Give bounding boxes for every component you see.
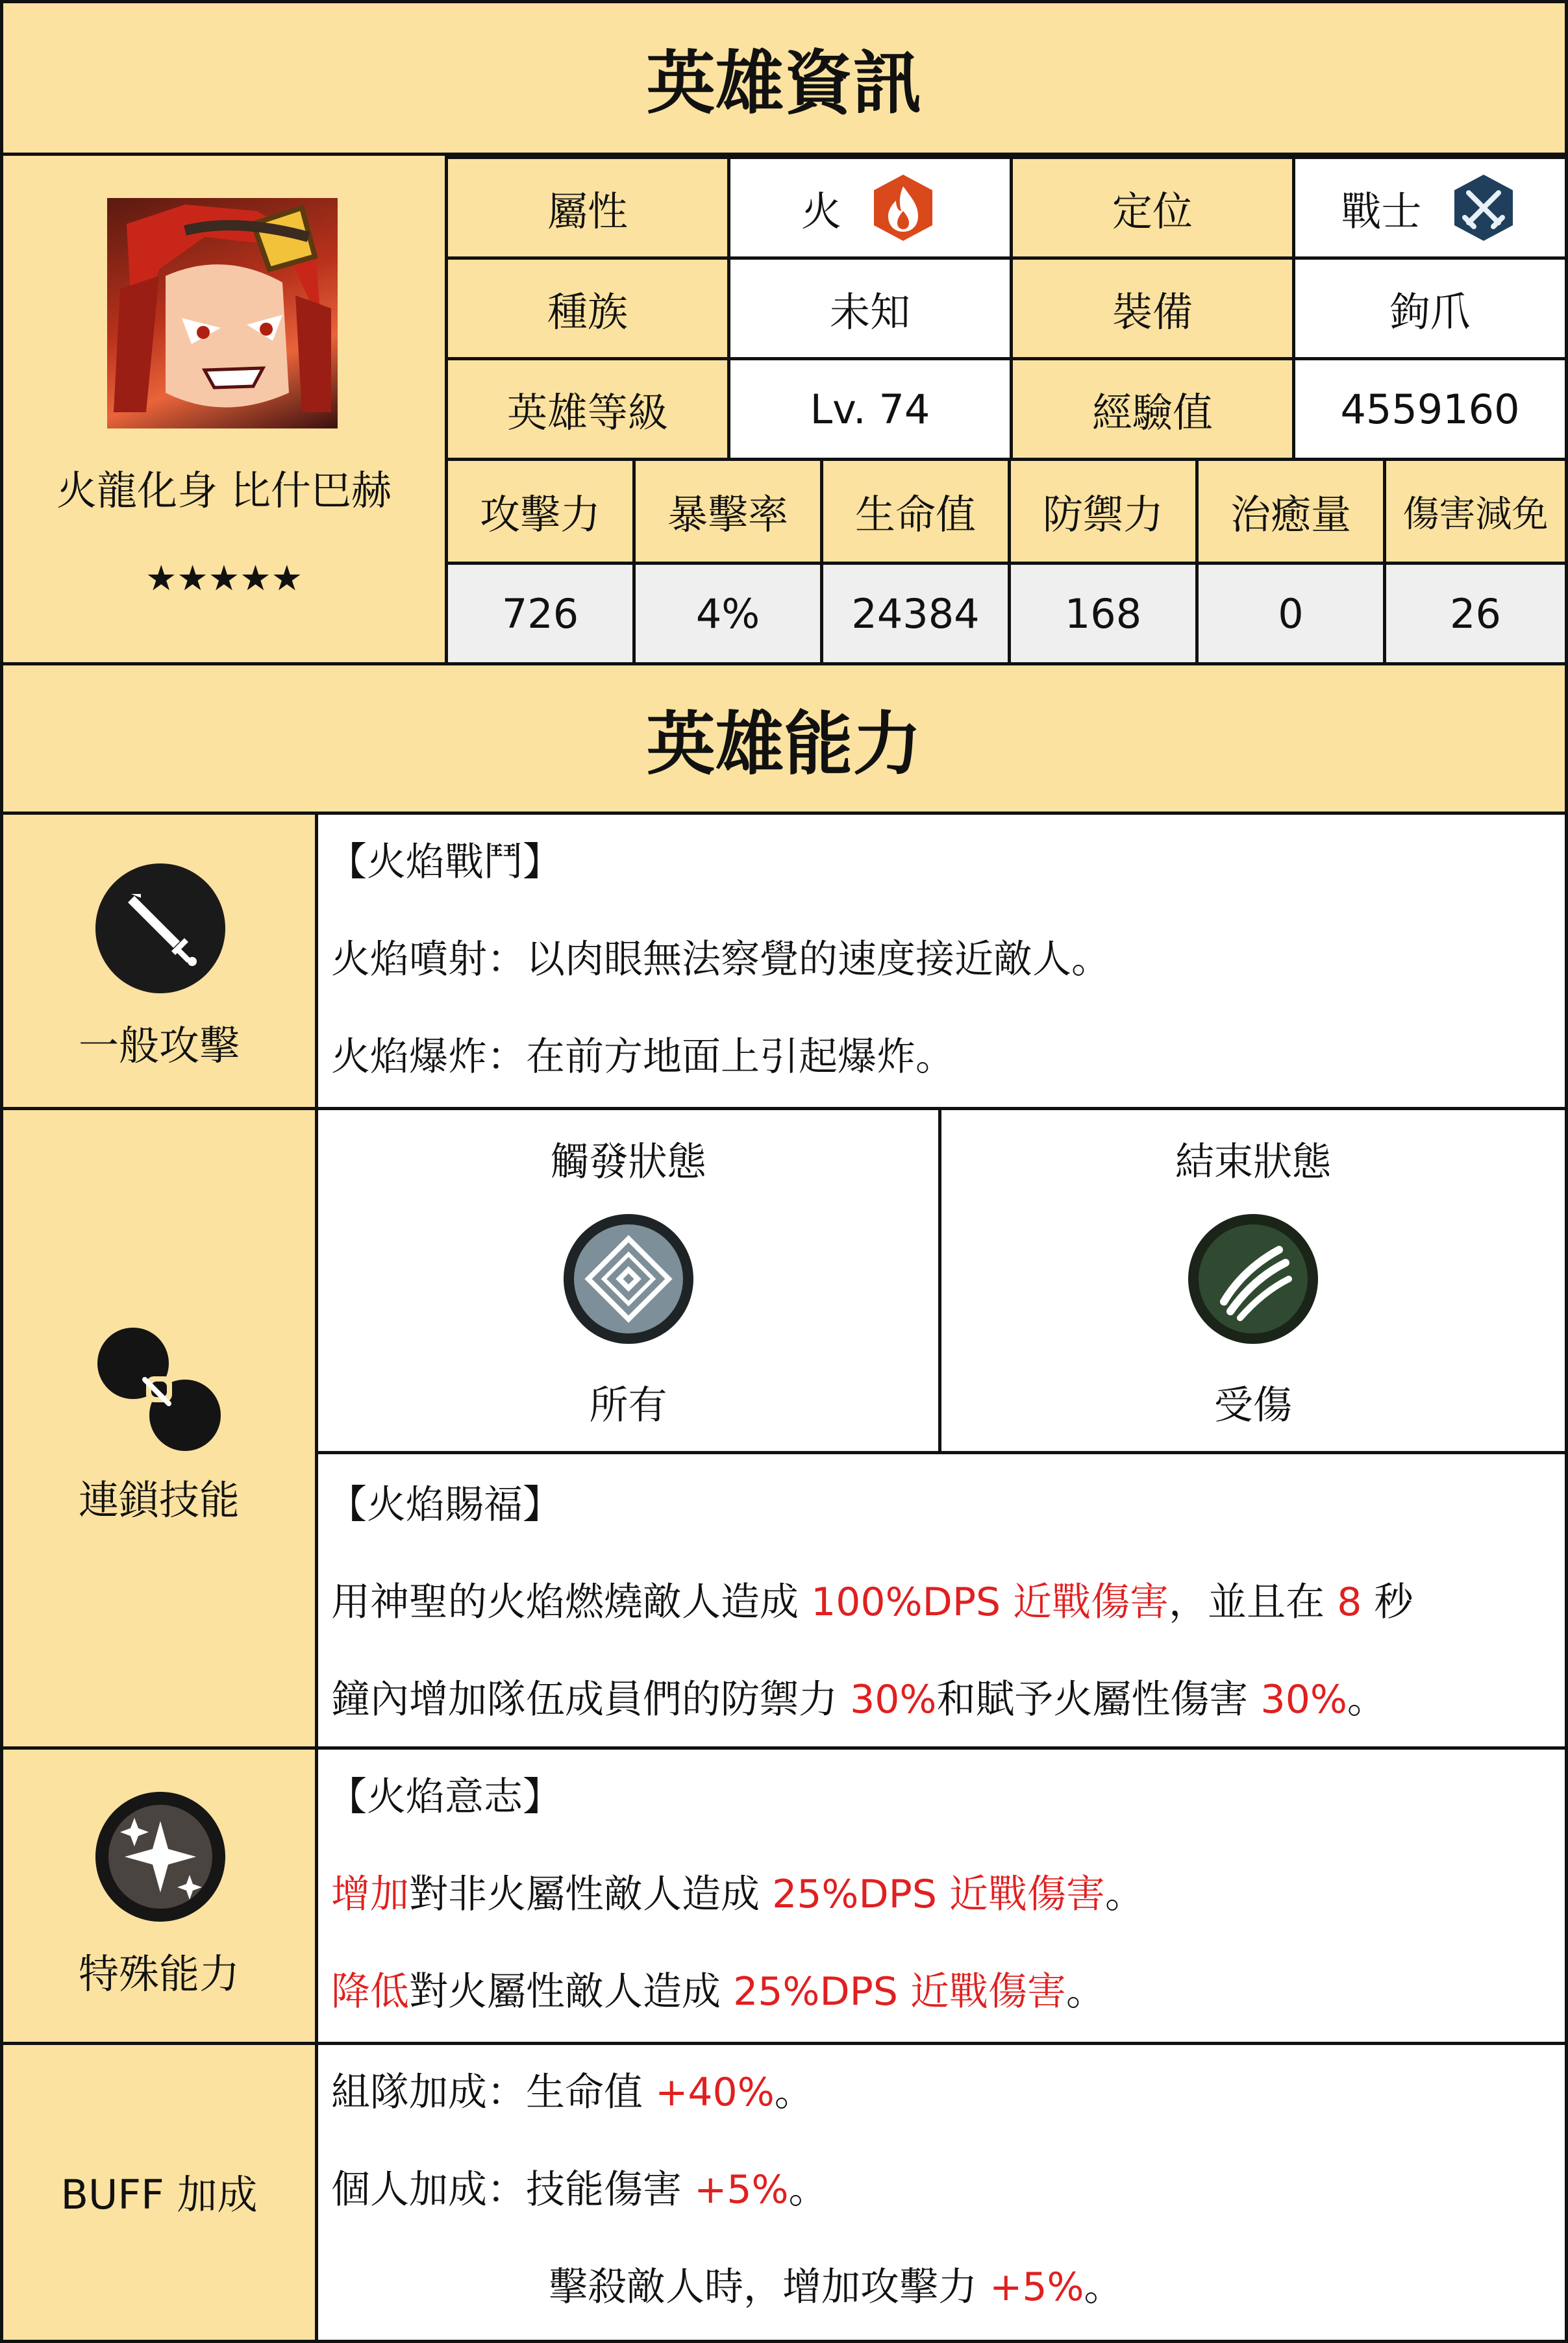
normal-attack-label: 一般攻擊 <box>78 1021 240 1069</box>
buff-line1-value: +40% <box>655 2070 775 2115</box>
hero-stars: ★★★★★ <box>145 557 303 599</box>
chain-line2-defense: 30% <box>850 1677 937 1722</box>
special-line2 <box>331 1961 1105 2016</box>
exp-label: 經驗值 <box>1010 357 1292 458</box>
stat-header-hp: 生命值 <box>820 458 1008 562</box>
buff-line2-value: +5% <box>694 2167 789 2213</box>
end-status-label: 結束狀態 <box>1175 1139 1331 1185</box>
stat-value-attack: 726 <box>445 562 632 665</box>
stat-value-defense: 168 <box>1008 562 1195 665</box>
special-line2-damage: 25%DPS 近戰傷害 <box>733 1969 1066 2014</box>
chain-link-icon <box>88 1318 230 1461</box>
race-value: 未知 <box>727 256 1010 357</box>
buff-line3-value: +5% <box>989 2264 1084 2310</box>
buff-line2-end: 。 <box>788 2167 828 2213</box>
chain-line2-mid: 和賦予火屬性傷害 <box>936 1677 1261 1722</box>
role-label: 定位 <box>1010 156 1292 256</box>
end-status-value: 受傷 <box>1214 1383 1292 1428</box>
hero-avatar-art <box>107 198 338 428</box>
special-line2-decrease: 降低 <box>331 1969 409 2014</box>
hero-ability-title-text: 英雄能力 <box>646 704 922 784</box>
chain-line1-end: 秒 <box>1362 1580 1413 1625</box>
buff-line2 <box>331 2159 828 2214</box>
buff-line3 <box>549 2256 1123 2312</box>
sword-icon <box>95 863 225 993</box>
hero-info-title-text: 英雄資訊 <box>646 43 922 123</box>
stat-value-hp: 24384 <box>820 562 1008 665</box>
diamond-pattern-icon <box>564 1214 693 1344</box>
stat-header-defense: 防禦力 <box>1008 458 1195 562</box>
buff-line1-text: 組隊加成：生命值 <box>331 2070 656 2115</box>
hero-portrait-panel <box>3 156 445 665</box>
buff-desc <box>318 2045 1565 2343</box>
chain-skill-label-cell <box>3 1110 318 1750</box>
hero-avatar <box>107 198 338 428</box>
normal-attack-label-cell <box>3 815 318 1110</box>
claw-scratch-icon <box>1188 1214 1318 1344</box>
equip-value: 鉤爪 <box>1292 256 1565 357</box>
fire-element-icon <box>867 172 939 243</box>
normal-attack-line1: 火焰噴射：以肉眼無法察覺的速度接近敵人。 <box>331 937 1110 982</box>
buff-label-cell <box>3 2045 318 2343</box>
normal-attack-line2: 火焰爆炸：在前方地面上引起爆炸。 <box>331 1034 954 1080</box>
chain-skill-line1 <box>331 1571 1413 1627</box>
exp-value: 4559160 <box>1292 357 1565 458</box>
attr-value: 火 <box>801 187 841 235</box>
stat-header-heal: 治癒量 <box>1195 458 1383 562</box>
special-desc <box>318 1750 1565 2045</box>
chain-skill-name: 【火焰賜福】 <box>328 1482 562 1528</box>
chain-line1-mid: ，並且在 <box>1169 1580 1338 1625</box>
chain-line2-end: 。 <box>1347 1677 1386 1722</box>
buff-line1 <box>331 2061 814 2117</box>
attr-value-cell <box>727 156 1010 256</box>
special-line1-text: 對非火屬性敵人造成 <box>409 1872 773 1917</box>
stat-header-dmg-reduce: 傷害減免 <box>1383 458 1565 562</box>
buff-line3-end: 。 <box>1084 2264 1123 2310</box>
special-line1 <box>331 1863 1144 1919</box>
race-label: 種族 <box>445 256 727 357</box>
chain-skill-line2 <box>331 1668 1386 1724</box>
stat-header-attack: 攻擊力 <box>445 458 632 562</box>
special-label: 特殊能力 <box>78 1950 240 1998</box>
chain-line2-fire: 30% <box>1260 1677 1347 1722</box>
trigger-status-value: 所有 <box>589 1383 667 1428</box>
chain-line2-text: 鐘內增加隊伍成員們的防禦力 <box>331 1677 851 1722</box>
role-value-cell <box>1292 156 1565 256</box>
stat-value-dmg-reduce: 26 <box>1383 562 1565 665</box>
special-line1-increase: 增加 <box>331 1872 409 1917</box>
hero-ability-title <box>3 665 1565 815</box>
trigger-status-label: 觸發狀態 <box>550 1139 706 1185</box>
special-label-cell <box>3 1750 318 2045</box>
sparkles-icon <box>95 1792 225 1922</box>
crossed-swords-icon <box>1448 172 1519 243</box>
hero-name: 火龍化身 比什巴赫 <box>56 466 392 514</box>
buff-line1-end: 。 <box>774 2070 814 2115</box>
level-value: Lv. 74 <box>727 357 1010 458</box>
special-line1-damage: 25%DPS 近戰傷害 <box>772 1872 1105 1917</box>
attr-label: 屬性 <box>445 156 727 256</box>
special-line2-text: 對火屬性敵人造成 <box>409 1969 734 2014</box>
equip-label: 裝備 <box>1010 256 1292 357</box>
special-line1-end: 。 <box>1104 1872 1144 1917</box>
special-line2-end: 。 <box>1065 1969 1105 2014</box>
buff-line3-text: 擊殺敵人時，增加攻擊力 <box>549 2264 990 2310</box>
normal-attack-name: 【火焰戰鬥】 <box>328 839 562 885</box>
buff-line2-text: 個人加成：技能傷害 <box>331 2167 695 2213</box>
end-status-cell <box>941 1110 1565 1454</box>
chain-line1-seconds: 8 <box>1337 1580 1362 1625</box>
stat-header-crit: 暴擊率 <box>632 458 820 562</box>
chain-line1-damage: 100%DPS 近戰傷害 <box>811 1580 1169 1625</box>
hero-info-title <box>3 3 1565 156</box>
normal-attack-desc <box>318 815 1565 1110</box>
chain-skill-desc <box>318 1454 1565 1750</box>
level-label: 英雄等級 <box>445 357 727 458</box>
chain-skill-label: 連鎖技能 <box>78 1476 240 1524</box>
trigger-status-cell <box>318 1110 941 1454</box>
special-name: 【火焰意志】 <box>328 1774 562 1820</box>
chain-line1-text: 用神聖的火焰燃燒敵人造成 <box>331 1580 812 1625</box>
buff-label: BUFF 加成 <box>60 2170 258 2218</box>
stat-value-heal: 0 <box>1195 562 1383 665</box>
stat-value-crit: 4% <box>632 562 820 665</box>
role-value: 戰士 <box>1341 187 1422 235</box>
